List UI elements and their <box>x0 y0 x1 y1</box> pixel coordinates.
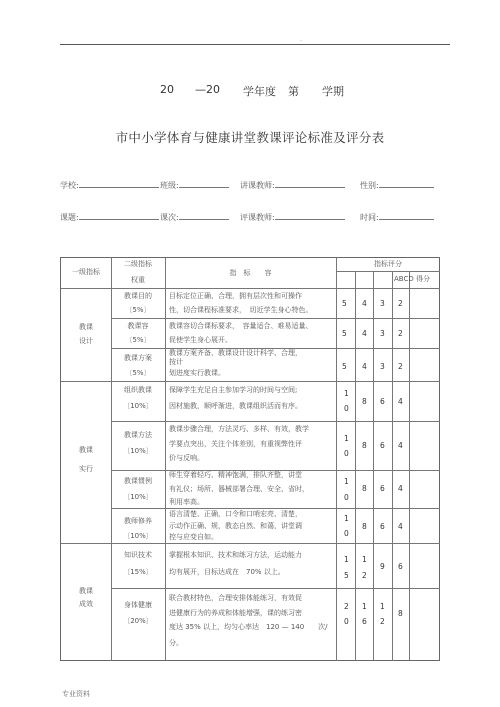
row-label: 教课惯例 <box>124 477 152 485</box>
row-weight: 〔10%〕 <box>123 402 153 410</box>
lesson-field: 课次: <box>160 212 229 223</box>
head-abcd: ABCD 得分 <box>394 275 430 283</box>
score-d: 8 <box>398 609 403 618</box>
score-c: 3 <box>380 299 385 308</box>
top-rule <box>60 44 450 45</box>
score-a: 5 <box>342 362 347 371</box>
row-content: 利用率高。 <box>169 498 204 506</box>
score-a: 5 <box>342 329 347 338</box>
row-content: 师生穿着轻巧、精神饱满，排队齐整，讲堂 <box>169 471 302 479</box>
year-label: 学年度 <box>243 85 276 98</box>
score-d: 2 <box>398 362 403 371</box>
row-content: 掌握根本知识、技术和练习方法，运动能力 <box>169 551 302 559</box>
score-a: 1 <box>344 434 349 443</box>
score-a: 0 <box>344 617 349 626</box>
year-end: —20 <box>195 83 220 96</box>
score-a: 1 <box>344 514 349 523</box>
year-start: 20 <box>160 83 174 96</box>
score-c: 6 <box>380 397 385 406</box>
row-label: 知识技术 <box>124 551 152 559</box>
row-content: 教课方案齐备、教课设计设计科学、合理， <box>169 349 302 357</box>
score-a: 5 <box>344 571 349 580</box>
section-outcome-b: 成效 <box>79 600 93 608</box>
score-c: 2 <box>380 617 385 626</box>
score-c: 3 <box>380 329 385 338</box>
evaluation-table <box>60 257 440 661</box>
school-field: 学校: <box>60 180 159 191</box>
reviewer-field: 评课教师: <box>240 212 345 223</box>
score-d: 4 <box>398 484 403 493</box>
score-a: 1 <box>344 389 349 398</box>
row-content: 分。 <box>169 639 183 647</box>
score-b: 1 <box>362 555 367 564</box>
row-content: 联合教材特色，合理安排体能练习，有效促 <box>169 594 302 602</box>
row-content: 进健康行为的养成和体能增强，课的练习密 <box>169 609 302 617</box>
row-label: 教课目的 <box>124 292 152 300</box>
score-a: 2 <box>344 602 349 611</box>
head-level1: 一级指标 <box>72 268 100 276</box>
head-score: 指标评分 <box>374 260 402 268</box>
score-b: 4 <box>362 362 367 371</box>
row-weight: 〔10%〕 <box>123 447 153 455</box>
section-design: 教课 <box>79 323 93 331</box>
row-content: 均有展开，目标达成在 70% 以上。 <box>169 568 285 576</box>
row-content: 教课步骤合理，方法灵巧、多样、有效，教学 <box>169 425 309 433</box>
row-weight: 〔5%〕 <box>125 336 151 344</box>
section-implementation: 教课 <box>79 446 93 454</box>
score-c: 6 <box>380 522 385 531</box>
score-d: 4 <box>398 441 403 450</box>
gender-field: 性别: <box>360 180 434 191</box>
score-d: 2 <box>398 299 403 308</box>
score-b: 8 <box>362 522 367 531</box>
time-field: 时间: <box>360 212 434 223</box>
row-content: 因材施教，顺呼渐进，教课组织活而有序。 <box>169 402 302 410</box>
score-c: 6 <box>380 484 385 493</box>
row-content: 价与反响。 <box>169 454 204 462</box>
row-content: 教课容切合课标要求， 容量适合、难易适量、 <box>169 322 313 330</box>
score-b: 1 <box>362 602 367 611</box>
document-title: 市中小学体育与健康讲堂教课评论标准及评分表 <box>115 130 385 145</box>
row-content: 示动作正确、规，教态自然、和蔼，讲堂调 <box>169 522 302 530</box>
row-content: 促使学生身心展开。 <box>169 336 232 344</box>
row-content: 控与应变自如。 <box>169 533 218 541</box>
score-c: 3 <box>380 362 385 371</box>
term-label: 学期 <box>322 85 344 98</box>
score-a: 0 <box>344 449 349 458</box>
row-content: 目标定位正确、合理，拥有层次性和可操作 <box>169 292 302 300</box>
row-weight: 〔15%〕 <box>123 568 153 576</box>
row-content: 划进度实行教课。 <box>169 369 225 377</box>
row-weight: 〔10%〕 <box>123 493 153 501</box>
row-content: 保障学生充足自主参加学习的时间与空间; <box>169 386 298 394</box>
score-a: 0 <box>344 404 349 413</box>
score-d: 4 <box>398 522 403 531</box>
score-c: 6 <box>380 441 385 450</box>
score-b: 8 <box>362 484 367 493</box>
score-b: 6 <box>362 617 367 626</box>
row-label: 教师修养 <box>124 517 152 525</box>
row-content: 学要点突出，关注个体差别，有重视弊性评 <box>169 440 302 448</box>
score-b: 4 <box>362 299 367 308</box>
score-a: 5 <box>342 299 347 308</box>
head-level2: 二级指标 <box>124 260 152 268</box>
score-b: 8 <box>362 397 367 406</box>
score-b: 2 <box>362 571 367 580</box>
score-b: 4 <box>362 329 367 338</box>
head-content: 指 标 容 <box>229 269 272 277</box>
section-outcome: 教课 <box>79 587 93 595</box>
row-content: 度达 35% 以上，均匀心率达 120 — 140 次/ <box>169 623 328 631</box>
topic-field: 课题: <box>60 212 159 223</box>
term-prefix: 第 <box>288 85 299 98</box>
row-label: 教课容 <box>127 322 149 330</box>
row-label: 组织教课 <box>124 386 152 394</box>
section-design-b: 设计 <box>79 337 93 345</box>
row-label: 教课方案 <box>124 354 152 362</box>
teacher-field: 讲课教师: <box>240 180 345 191</box>
head-weight: 权重 <box>131 276 145 284</box>
row-weight: 〔5%〕 <box>125 369 151 377</box>
footer-label: 专业资料 <box>62 690 90 698</box>
score-d: 6 <box>398 562 403 571</box>
score-a: 1 <box>344 555 349 564</box>
page-dot: · <box>300 38 302 45</box>
section-implementation-b: 实行 <box>79 465 93 473</box>
row-label: 身体健康 <box>124 601 152 609</box>
row-weight: 〔20%〕 <box>123 617 153 625</box>
row-weight: 〔5%〕 <box>125 306 151 314</box>
score-a: 1 <box>344 477 349 486</box>
score-b: 8 <box>362 441 367 450</box>
score-d: 4 <box>398 397 403 406</box>
score-a: 0 <box>344 493 349 502</box>
row-weight: 〔10%〕 <box>123 532 153 540</box>
row-label: 教课方法 <box>124 431 152 439</box>
score-d: 2 <box>398 329 403 338</box>
row-content: 性，切合课程标准要求， 切近学生身心特色。 <box>169 306 313 314</box>
row-content: 按计 <box>169 358 183 366</box>
score-c: 1 <box>380 602 385 611</box>
score-c: 9 <box>380 562 385 571</box>
class-field: 班级: <box>160 180 229 191</box>
row-content: 语言清楚、正确，口令和口哨宏亮、清楚， <box>169 510 302 518</box>
row-content: 有礼仪；场所、器械部署合理、安全、省时， <box>169 485 309 493</box>
score-a: 0 <box>344 529 349 538</box>
